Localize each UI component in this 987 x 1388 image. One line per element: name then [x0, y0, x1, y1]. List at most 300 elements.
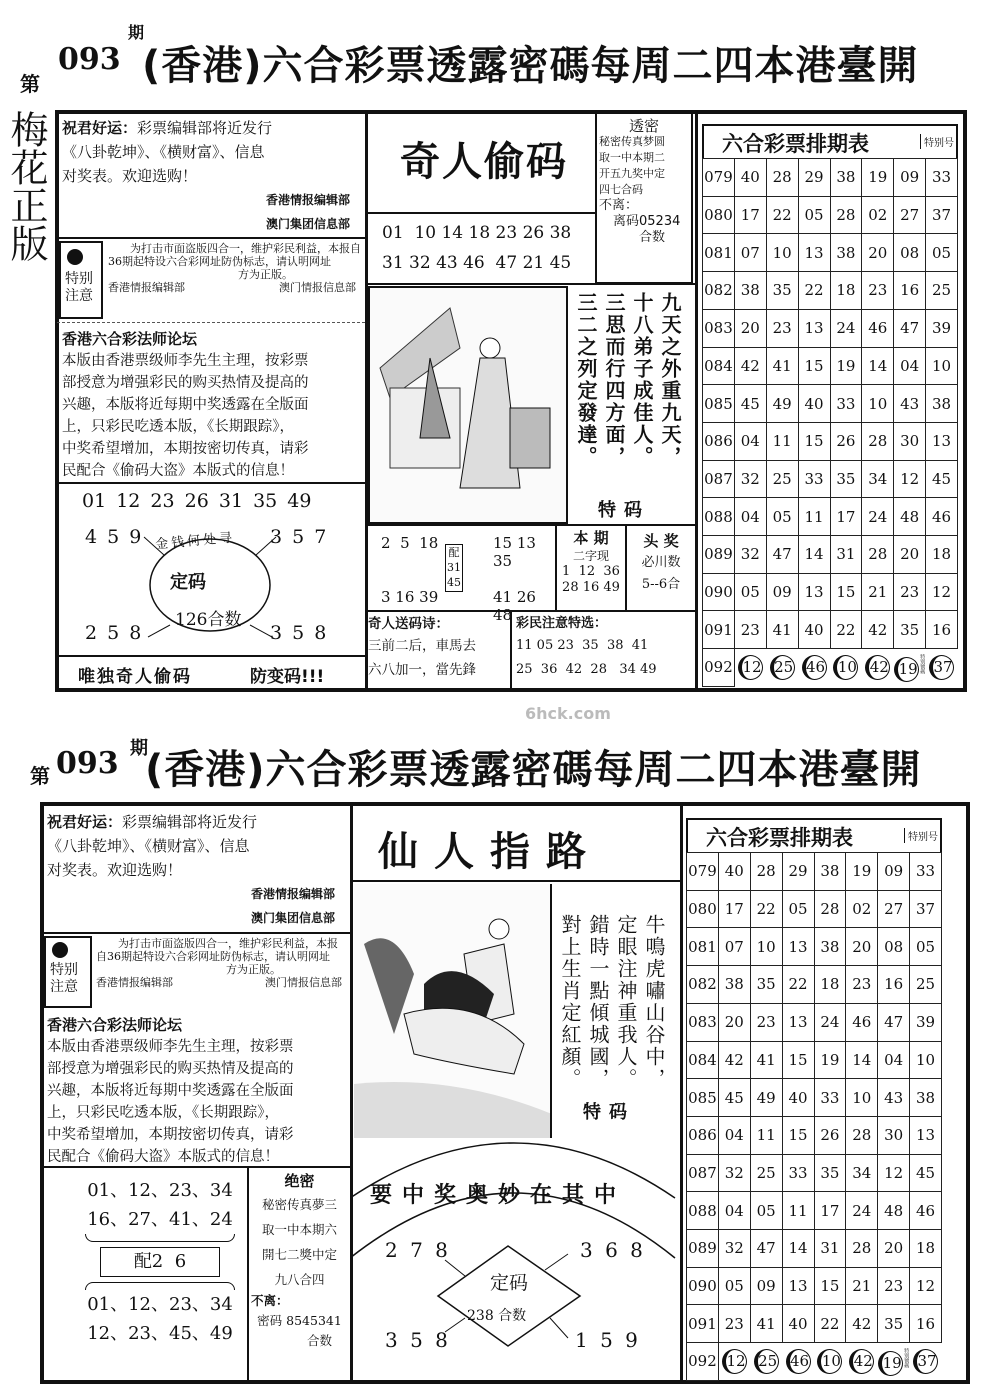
number-cell: 18	[830, 272, 862, 310]
number-cell: 46	[862, 309, 894, 347]
table-row	[687, 1230, 942, 1268]
issue-cell: 091	[687, 1305, 719, 1343]
divider	[695, 112, 698, 690]
ben-qi-line: 28 16 49	[562, 580, 620, 595]
number-cell: 19	[830, 347, 862, 385]
ball-cell	[830, 649, 862, 687]
issue-cell: 084	[703, 347, 735, 385]
table-row	[703, 385, 958, 423]
number-cell: 05	[926, 234, 958, 272]
number-cell: 17	[830, 498, 862, 536]
table-row	[687, 928, 942, 966]
arrow	[545, 1254, 568, 1270]
secret-line: 开五九奖中定	[599, 167, 665, 180]
ball-cell	[814, 1343, 846, 1381]
song-ma-line: 六八加一，當先鋒	[368, 662, 476, 678]
number-cell: 08	[878, 928, 910, 966]
table-title: 六合彩票排期表	[706, 826, 853, 850]
number-ball: 46	[786, 1349, 811, 1374]
number-cell: 22	[782, 966, 814, 1004]
secret-line: 四七合码	[599, 183, 643, 196]
forum-section	[62, 328, 362, 482]
number-cell: 47	[766, 536, 798, 574]
table-row	[703, 573, 958, 611]
number-cell: 33	[830, 385, 862, 423]
te-xuan-line: 25 36 42 28 34 49	[516, 662, 657, 677]
number-cell: 28	[846, 1116, 878, 1154]
number-cell: 33	[910, 853, 942, 891]
issue-cell: 079	[687, 853, 719, 891]
number-cell: 33	[926, 159, 958, 197]
notice-sign: 香港情报编辑部	[96, 976, 173, 989]
numbers-line: 01 12 23 26 31 35 49	[82, 490, 312, 512]
number-cell: 34	[862, 460, 894, 498]
number-cell: 42	[734, 347, 766, 385]
forum-line: 部授意为增强彩民的购买热情及提高的	[62, 375, 309, 391]
li-ma: 离码05234	[613, 214, 681, 229]
number-cell: 18	[910, 1230, 942, 1268]
greeting-title: 祝君好运：	[62, 119, 138, 137]
special-mark: 特别號碼	[903, 1347, 910, 1368]
issue-cell: 090	[687, 1267, 719, 1305]
number-cell: 23	[878, 1267, 910, 1305]
number-cell: 05	[734, 573, 766, 611]
table-header	[702, 124, 958, 158]
number-cell: 27	[878, 890, 910, 928]
greeting-title: 祝君好运：	[47, 813, 123, 831]
greeting-line: 对奖表。欢迎选购！	[47, 861, 183, 879]
number-cell: 28	[750, 853, 782, 891]
group-line: 16、27、41、24	[87, 1209, 233, 1230]
bu-li-label: 不离：	[251, 1293, 289, 1308]
bottom-header	[30, 730, 980, 800]
number-cell: 10	[766, 234, 798, 272]
ball-cell	[846, 1343, 878, 1381]
bomb-icon	[52, 942, 68, 958]
number-ball: 46	[802, 655, 827, 680]
group-line: 01、12、23、34	[87, 1180, 233, 1201]
number-cell: 32	[734, 460, 766, 498]
number-cell: 16	[894, 272, 926, 310]
number-ball: 12	[722, 1349, 747, 1374]
notice-line: 为打击市面盗版四合一，维护彩民利益，本报自36期起特设六合彩网址防伪标志，请认明网址	[96, 937, 338, 963]
number-cell: 15	[814, 1267, 846, 1305]
divider	[365, 283, 695, 285]
greeting-line: 彩票编辑部将近发行	[137, 119, 273, 137]
number-cell: 34	[846, 1154, 878, 1192]
special-number-label: 特别号	[904, 828, 938, 843]
number-cell: 30	[878, 1116, 910, 1154]
number-cell: 22	[750, 890, 782, 928]
number-cell: 48	[878, 1192, 910, 1230]
pair-right-bottom: 41 26 48	[493, 588, 536, 624]
notice-text	[96, 937, 348, 989]
table-row-latest	[687, 1343, 942, 1381]
number-cell: 35	[766, 272, 798, 310]
issue-cell: 080	[703, 196, 735, 234]
code-br: 3 5 8	[270, 622, 329, 644]
number-cell: 28	[830, 196, 862, 234]
number-cell: 17	[814, 1192, 846, 1230]
number-cell: 28	[862, 422, 894, 460]
issue-cell: 081	[687, 928, 719, 966]
panel-title: 奇人偷码	[400, 139, 568, 185]
number-ball: 19	[878, 1351, 903, 1376]
number-cell: 23	[766, 309, 798, 347]
te-xuan-line: 11 05 23 35 38 41	[516, 638, 649, 653]
ball-cell	[878, 1343, 910, 1381]
number-cell: 14	[846, 1041, 878, 1079]
number-cell: 11	[798, 498, 830, 536]
issue-cell: 088	[703, 498, 735, 536]
code-bl: 3 5 8	[385, 1328, 451, 1352]
table-row	[703, 309, 958, 347]
table-row	[703, 536, 958, 574]
table-row	[687, 853, 942, 891]
table-row	[687, 1267, 942, 1305]
number-cell: 21	[846, 1267, 878, 1305]
forum-line: 上，只彩民吃透本版，《长期跟踪》，	[62, 419, 294, 435]
ball-cell	[782, 1343, 814, 1381]
number-cell: 23	[862, 272, 894, 310]
number-cell: 09	[878, 853, 910, 891]
number-ball: 10	[833, 655, 858, 680]
notice-text	[108, 242, 362, 294]
notice-line: 为打击市面盗版四合一，维护彩民利益，本报自36期起特设六合彩网址防伪标志，请认明网址	[108, 242, 361, 268]
number-cell: 20	[734, 309, 766, 347]
secret-line: 秘密传真夢三	[261, 1197, 337, 1212]
number-cell: 42	[846, 1305, 878, 1343]
number-cell: 24	[846, 1192, 878, 1230]
arc-text: 要中奖奥妙在其中	[370, 1183, 627, 1208]
table-row	[703, 159, 958, 197]
number-cell: 15	[830, 573, 862, 611]
number-cell: 25	[766, 460, 798, 498]
te-xuan-title: 彩民注意特选：	[516, 616, 608, 631]
forum-line: 中奖希望增加，本期按密切传真，请彩	[47, 1127, 294, 1143]
number-cell: 28	[846, 1230, 878, 1268]
table-row	[687, 1305, 942, 1343]
number-cell: 04	[734, 422, 766, 460]
code-tl: 2 7 8	[385, 1238, 451, 1262]
number-cell: 05	[766, 498, 798, 536]
greeting-line: 《八卦乾坤》、《横财富》、信息	[62, 143, 265, 161]
issue-cell: 086	[703, 422, 735, 460]
ding-ma-label: 定码	[490, 1272, 529, 1294]
number-cell: 39	[926, 309, 958, 347]
number-cell: 16	[910, 1305, 942, 1343]
number-cell: 17	[734, 196, 766, 234]
te-xuan-box	[510, 610, 695, 690]
number-cell: 42	[862, 611, 894, 649]
number-ball: 37	[929, 655, 954, 680]
issue-cell: 089	[687, 1230, 719, 1268]
number-cell: 45	[910, 1154, 942, 1192]
number-cell: 07	[718, 928, 750, 966]
pei-number: 31	[447, 561, 461, 574]
secret-box	[247, 1166, 350, 1380]
issue-cell: 083	[703, 309, 735, 347]
secret-title: 绝密	[284, 1172, 315, 1190]
code-line: 31 32 43 46 47 21 45	[382, 253, 572, 273]
table-row	[687, 1154, 942, 1192]
number-cell: 05	[910, 928, 942, 966]
secret-line: 秘密传真梦圆	[599, 135, 665, 148]
number-cell: 12	[894, 460, 926, 498]
group-line: 01、12、23、34	[87, 1294, 233, 1315]
number-cell: 24	[830, 309, 862, 347]
number-cell: 15	[782, 1041, 814, 1079]
poem-line: 定眼注神重我人。	[614, 914, 638, 1090]
te-ma-label: 特码	[598, 500, 650, 521]
number-cell: 40	[798, 611, 830, 649]
group-numbers	[75, 1176, 245, 1348]
tou-jiang-box	[625, 524, 695, 610]
number-cell: 32	[734, 536, 766, 574]
forum-line: 中奖希望增加，本期按密切传真，请彩	[62, 441, 309, 457]
number-cell: 38	[830, 159, 862, 197]
number-cell: 43	[878, 1079, 910, 1117]
number-cell: 22	[830, 611, 862, 649]
secret-line: 開七二獎中定	[261, 1247, 337, 1262]
forum-line: 民配合《偷码大盗》本版式的信息！	[62, 463, 294, 479]
number-cell: 41	[750, 1041, 782, 1079]
number-cell: 11	[782, 1192, 814, 1230]
issue-suffix: 期	[130, 738, 148, 759]
number-cell: 30	[894, 422, 926, 460]
number-ball: 12	[738, 655, 763, 680]
issue-prefix: 第	[30, 764, 50, 788]
number-cell: 31	[830, 536, 862, 574]
number-cell: 04	[894, 347, 926, 385]
number-cell: 43	[894, 385, 926, 423]
header-title: (香港)六合彩票透露密碼每周二四本港臺開	[145, 747, 922, 793]
ball-cell	[734, 649, 766, 687]
notice-sign: 香港情报编辑部	[108, 281, 185, 294]
number-ball: 42	[865, 655, 890, 680]
table-row	[687, 966, 942, 1004]
issue-suffix: 期	[128, 23, 145, 42]
number-cell: 16	[878, 966, 910, 1004]
number-cell: 28	[862, 536, 894, 574]
arrow	[550, 1318, 568, 1338]
number-cell: 05	[782, 890, 814, 928]
notice-label-box	[59, 241, 103, 319]
poem	[556, 914, 668, 1114]
number-cell: 21	[862, 573, 894, 611]
poem-line: 三思而行四方面，	[602, 292, 626, 468]
number-cell: 25	[910, 966, 942, 1004]
number-cell: 09	[766, 573, 798, 611]
ding-ma-count: 238 合数	[467, 1308, 527, 1324]
number-cell: 37	[910, 890, 942, 928]
number-cell: 10	[846, 1079, 878, 1117]
table-row	[687, 1192, 942, 1230]
number-cell: 19	[862, 159, 894, 197]
number-cell: 23	[894, 573, 926, 611]
tou-jiang-line: 必川数	[641, 555, 681, 570]
number-cell: 35	[894, 611, 926, 649]
number-cell: 07	[734, 234, 766, 272]
group-line: 12、23、45、49	[87, 1323, 233, 1344]
secret-title: 透密	[628, 117, 659, 135]
number-cell: 10	[910, 1041, 942, 1079]
ball-cell	[766, 649, 798, 687]
number-cell: 38	[814, 853, 846, 891]
pair-bottom: 3 16 39	[381, 588, 439, 606]
number-cell: 38	[718, 966, 750, 1004]
ball-cell	[750, 1343, 782, 1381]
poem-line: 錯時一點傾城國，	[586, 914, 610, 1090]
number-cell: 05	[718, 1267, 750, 1305]
table-row	[703, 422, 958, 460]
number-ball: 37	[913, 1349, 938, 1374]
number-cell: 41	[750, 1305, 782, 1343]
code-tr: 3 6 8	[580, 1238, 646, 1262]
number-cell: 40	[782, 1079, 814, 1117]
number-cell: 19	[846, 853, 878, 891]
number-cell: 38	[910, 1079, 942, 1117]
code-tl: 4 5 9	[85, 526, 144, 548]
number-cell: 23	[750, 1003, 782, 1041]
number-cell: 23	[846, 966, 878, 1004]
footer-left: 唯独奇人偷码	[78, 667, 192, 687]
number-cell: 04	[718, 1116, 750, 1154]
number-cell: 33	[798, 460, 830, 498]
special-mark: 特别號碼	[919, 653, 926, 674]
issue-prefix: 第	[20, 72, 40, 96]
number-cell: 23	[734, 611, 766, 649]
notice-line: 方为正版。	[226, 963, 281, 976]
pair-top: 2 5 18	[381, 534, 439, 552]
number-cell: 45	[718, 1079, 750, 1117]
song-ma-box	[368, 614, 510, 682]
forum-line: 本版由香港票级师李先生主理，按彩票	[47, 1039, 294, 1055]
ben-qi-title: 本 期	[573, 529, 609, 547]
greeting-sign: 香港情报编辑部	[250, 887, 335, 901]
issue-cell: 091	[703, 611, 735, 649]
footer-right: 防变码!!!	[250, 667, 325, 687]
issue-cell: 085	[703, 385, 735, 423]
header-title: (香港)六合彩票透露密碼每周二四本港臺開	[142, 43, 919, 89]
number-cell: 38	[814, 928, 846, 966]
code-br: 1 5 9	[575, 1328, 641, 1352]
table-header	[686, 818, 942, 852]
table-row	[703, 196, 958, 234]
issue-cell: 079	[703, 159, 735, 197]
song-ma-line: 三前二后，車馬去	[368, 638, 476, 654]
divider	[680, 804, 683, 1382]
table-row	[703, 347, 958, 385]
number-cell: 19	[814, 1041, 846, 1079]
notice-label-box	[44, 936, 92, 1008]
number-cell: 22	[814, 1305, 846, 1343]
number-cell: 15	[798, 347, 830, 385]
number-cell: 33	[814, 1079, 846, 1117]
number-cell: 02	[862, 196, 894, 234]
bu-li-label: 不离：	[599, 198, 639, 213]
issue-number: 093	[56, 746, 119, 781]
issue-cell: 085	[687, 1079, 719, 1117]
number-ball: 42	[849, 1349, 874, 1374]
greeting-sign: 香港情报编辑部	[265, 193, 350, 207]
arc-text: 金钱何处寻	[154, 530, 236, 553]
number-cell: 16	[926, 611, 958, 649]
number-cell: 47	[878, 1003, 910, 1041]
number-cell: 13	[782, 928, 814, 966]
issue-cell: 090	[703, 573, 735, 611]
illustration-scholars	[368, 286, 568, 524]
divider	[57, 482, 365, 484]
ball-cell	[894, 649, 926, 687]
number-cell: 13	[798, 309, 830, 347]
number-cell: 41	[766, 347, 798, 385]
table-title: 六合彩票排期表	[722, 132, 869, 156]
code-tr: 3 5 7	[270, 526, 329, 548]
table-row	[703, 611, 958, 649]
number-cell: 46	[910, 1192, 942, 1230]
number-cell: 13	[926, 422, 958, 460]
divider	[57, 322, 365, 323]
issue-cell: 081	[703, 234, 735, 272]
number-cell: 38	[830, 234, 862, 272]
number-cell: 31	[814, 1230, 846, 1268]
issue-cell: 092	[703, 649, 735, 687]
number-cell: 12	[910, 1267, 942, 1305]
number-cell: 35	[830, 460, 862, 498]
table-row	[687, 1003, 942, 1041]
number-cell: 14	[798, 536, 830, 574]
arrow	[250, 625, 272, 637]
number-cell: 38	[734, 272, 766, 310]
number-cell: 12	[878, 1154, 910, 1192]
number-cell: 28	[766, 159, 798, 197]
brace-icon	[85, 1234, 235, 1242]
tou-jiang-line: 5--6合	[641, 577, 681, 592]
number-cell: 09	[894, 159, 926, 197]
number-cell: 14	[782, 1230, 814, 1268]
number-cell: 38	[926, 385, 958, 423]
he-shu: 合数	[306, 1333, 332, 1348]
schedule-table	[702, 158, 958, 687]
number-cell: 40	[718, 853, 750, 891]
brace-icon	[85, 1282, 235, 1290]
schedule-table	[686, 852, 942, 1381]
greeting-sign: 澳门集团信息部	[265, 217, 350, 231]
number-cell: 04	[734, 498, 766, 536]
number-cell: 15	[798, 422, 830, 460]
number-cell: 17	[718, 890, 750, 928]
ball-cell	[798, 649, 830, 687]
greeting-sign: 澳门集团信息部	[250, 911, 335, 925]
number-ball: 25	[770, 655, 795, 680]
number-cell: 20	[894, 536, 926, 574]
number-cell: 23	[718, 1305, 750, 1343]
secret-box	[595, 112, 693, 284]
illustration-rider	[354, 884, 552, 1138]
number-cell: 20	[718, 1003, 750, 1041]
watermark: 6hck.com	[525, 704, 611, 723]
notice-label: 特别注意	[50, 962, 78, 995]
number-cell: 39	[910, 1003, 942, 1041]
number-cell: 47	[750, 1230, 782, 1268]
issue-cell: 088	[687, 1192, 719, 1230]
pei-label: 配	[448, 546, 460, 559]
secret-line: 取一中本期六	[261, 1222, 337, 1237]
number-cell: 10	[750, 928, 782, 966]
number-cell: 08	[894, 234, 926, 272]
divider	[365, 212, 595, 214]
